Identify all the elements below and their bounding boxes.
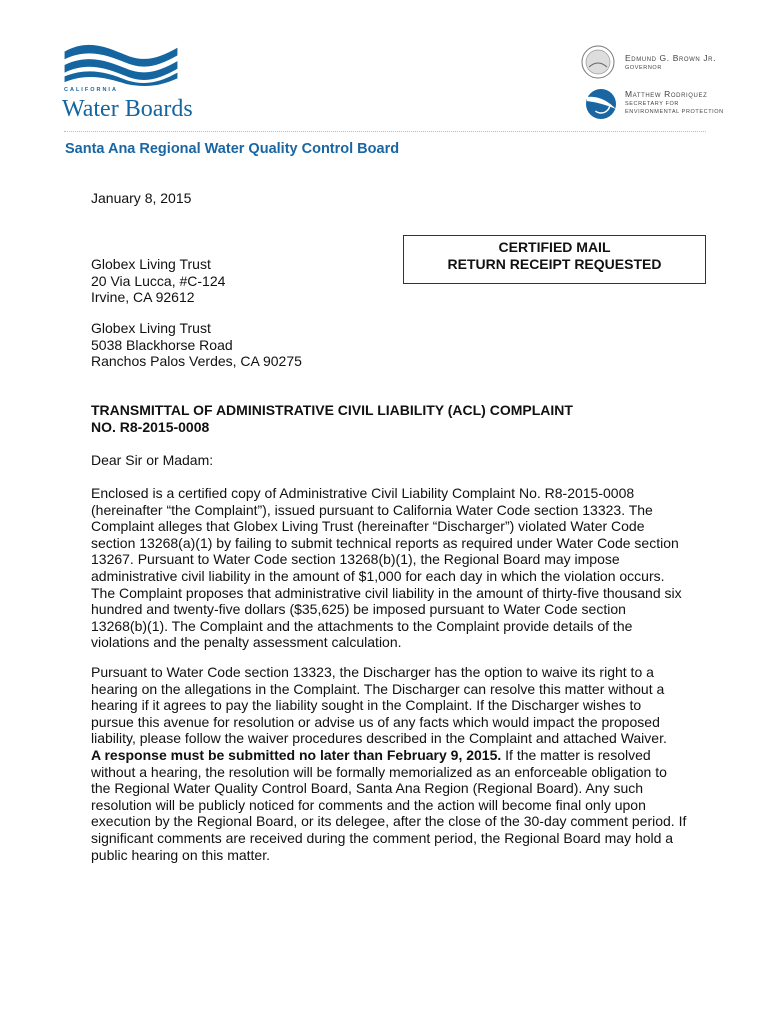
- address-line: 5038 Blackhorse Road: [91, 336, 233, 353]
- governor-title: GOVERNOR: [625, 65, 662, 71]
- paragraph-line: hearing if it agrees to pay the liability sought in the Complaint. If the Discharger wishes to: [91, 697, 642, 714]
- logo-state-label: CALIFORNIA: [64, 87, 118, 93]
- mail-notice-line-2: RETURN RECEIPT REQUESTED: [447, 256, 662, 272]
- subject-line-2: NO. R8-2015-0008: [91, 418, 210, 435]
- california-seal-icon: [581, 45, 615, 79]
- paragraph-line: section 13268(a)(1) by failing to submit technical reports as required under Water Code section: [91, 534, 679, 551]
- response-deadline: A response must be submitted no later than February 9, 2015.: [91, 746, 502, 763]
- paragraph-line: resolution will be publicly noticed for comments and the action will become final only upon: [91, 796, 646, 813]
- paragraph-line: pursue this avenue for resolution or advise us of any facts which would impact the proposed: [91, 713, 660, 730]
- paragraph-text: If the matter is resolved: [501, 746, 651, 763]
- paragraph-line: (hereinafter “the Complaint”), issued pursuant to California Water Code section 13323. The: [91, 501, 653, 518]
- address-line: 20 Via Lucca, #C-124: [91, 272, 226, 289]
- paragraph-line: 13267. Pursuant to Water Code section 13268(b)(1), the Regional Board may impose: [91, 551, 620, 568]
- governor-name: Edmund G. Brown Jr.: [625, 53, 717, 63]
- secretary-title-1: SECRETARY FOR: [625, 101, 679, 107]
- paragraph-line: without a hearing, the resolution will be formally memorialized as an enforceable obligation to: [91, 763, 667, 780]
- secretary-title-2: ENVIRONMENTAL PROTECTION: [625, 109, 724, 115]
- address-line: Ranchos Palos Verdes, CA 90275: [91, 353, 302, 370]
- paragraph-line: The Complaint proposes that administrative civil liability in the amount of thirty-five thousand six: [91, 584, 682, 601]
- address-line: Globex Living Trust: [91, 320, 211, 336]
- paragraph-line: 13268(b)(1). The Complaint and the attachments to the Complaint provide details of the: [91, 617, 633, 634]
- paragraph-line: Enclosed is a certified copy of Administrative Civil Liability Complaint No. R8-2015-0008: [91, 485, 635, 501]
- paragraph-line: execution by the Regional Board, or its delegee, after the close of the 30-day comment period. If: [91, 813, 687, 830]
- board-name: Santa Ana Regional Water Quality Control Board: [65, 141, 400, 157]
- certified-mail-box: [403, 235, 706, 284]
- address-line: Globex Living Trust: [91, 256, 211, 272]
- paragraph-line: the Regional Water Quality Control Board, Santa Ana Region (Regional Board). Any such: [91, 780, 644, 797]
- recipient-address-1: [91, 256, 225, 306]
- paragraph-line: Pursuant to Water Code section 13323, the Discharger has the option to waive its right to a: [91, 664, 654, 680]
- salutation: Dear Sir or Madam:: [91, 452, 214, 468]
- mail-notice-line-1: CERTIFIED MAIL: [498, 239, 611, 255]
- paragraph-line: hearing on the allegations in the Complaint. The Discharger can resolve this matter without a: [91, 680, 665, 697]
- address-line: Irvine, CA 92612: [91, 289, 195, 306]
- calepa-logo-icon: [584, 87, 618, 121]
- water-boards-wave-logo-icon: [62, 42, 180, 86]
- paragraph-line: significant comments are received during the comment period, the Regional Board may hold a: [91, 829, 674, 846]
- header-divider: [64, 131, 706, 132]
- subject-line: [91, 402, 573, 435]
- paragraph-line: liability, please follow the waiver procedures described in the Complaint and attached Waiver.: [91, 730, 667, 747]
- paragraph-2: [91, 664, 686, 863]
- governor-block: [625, 53, 716, 72]
- subject-line-1: TRANSMITTAL OF ADMINISTRATIVE CIVIL LIABILITY (ACL) COMPLAINT: [91, 402, 573, 418]
- paragraph-line: violations and the penalty assessment calculation.: [91, 634, 402, 651]
- recipient-address-2: [91, 320, 302, 370]
- paragraph-line: public hearing on this matter.: [91, 846, 270, 863]
- logo-name: Water Boards: [62, 96, 193, 122]
- paragraph-line: Complaint alleges that Globex Living Trust (hereinafter “Discharger”) violated Water Code: [91, 518, 645, 535]
- paragraph-line: [91, 747, 686, 764]
- letter-date: January 8, 2015: [91, 190, 192, 206]
- paragraph-line: hundred and twenty-five dollars ($35,625) be imposed pursuant to Water Code section: [91, 601, 626, 618]
- secretary-name: Matthew Rodriquez: [625, 89, 708, 99]
- secretary-block: [625, 89, 724, 116]
- paragraph-1: [91, 485, 682, 651]
- paragraph-line: administrative civil liability in the amount of $1,000 for each day in which the violation occurs.: [91, 567, 665, 584]
